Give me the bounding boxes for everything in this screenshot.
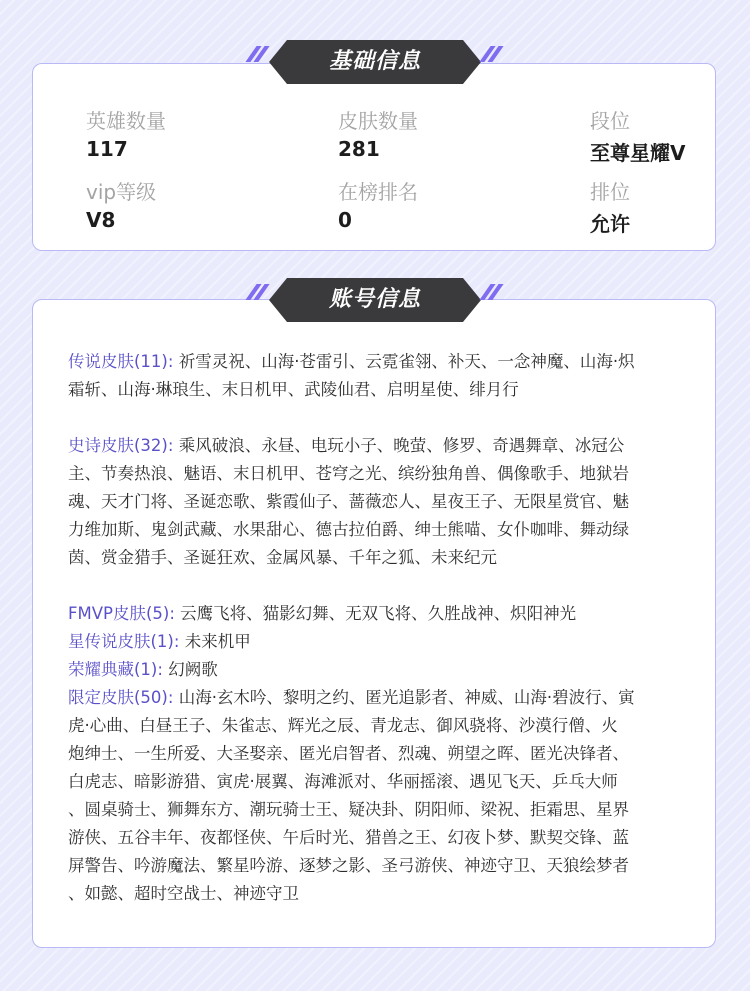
skin-count-label: 皮肤数量 — [338, 109, 418, 133]
basic-info-banner — [247, 40, 503, 84]
text-line: 霜斩、山海·琳琅生、末日机甲、武陵仙君、启明星使、绯月行 — [68, 380, 519, 399]
epic-skins-section — [68, 432, 688, 572]
hero-count-label: 英雄数量 — [86, 109, 166, 133]
text-line — [68, 628, 688, 656]
fmvp-skins-label: FMVP皮肤(5): — [68, 604, 175, 623]
text-line: 炮绅士、一生所爱、大圣娶亲、匿光启智者、烈魂、朔望之晖、匿光决锋者、 — [68, 744, 629, 763]
basic-info-title: 基础信息 — [328, 49, 421, 74]
text-line: 屏警告、吟游魔法、繁星吟游、逐梦之影、圣弓游侠、神迹守卫、天狼绘梦者 — [68, 856, 629, 875]
text-line: 力维加斯、鬼剑武藏、水果甜心、德古拉伯爵、绅士熊喵、女仆咖啡、舞动绿 — [68, 520, 629, 539]
text-line: 虎·心曲、白昼王子、朱雀志、辉光之辰、青龙志、御风骁将、沙漠行僧、火 — [68, 716, 618, 735]
rank-value: 至尊星耀V — [590, 141, 686, 165]
text-line: 魂、天才门将、圣诞恋歌、紫霞仙子、蔷薇恋人、星夜王子、无限星赏官、魅 — [68, 492, 629, 511]
text-line: 主、节奏热浪、魅语、末日机甲、苍穹之光、缤纷独角兽、偶像歌手、地狱岩 — [68, 464, 629, 483]
leaderboard-label: 在榜排名 — [338, 180, 418, 204]
epic-skins-label: 史诗皮肤(32): — [68, 436, 174, 455]
fmvp-skins-list: 云鹰飞将、猫影幻舞、无双飞将、久胜战神、炽阳神光 — [180, 604, 577, 623]
star-legend-skins-list: 未来机甲 — [184, 632, 251, 651]
text-line: 白虎志、暗影游猎、寅虎·展翼、海滩派对、华丽摇滚、遇见飞天、乒乓大师 — [68, 772, 618, 791]
text-line: 游侠、五谷丰年、夜都怪侠、午后时光、猎兽之王、幻夜卜梦、默契交锋、蓝 — [68, 828, 629, 847]
hero-count-value: 117 — [86, 137, 128, 161]
text-line — [68, 348, 688, 376]
legend-skins-label: 传说皮肤(11): — [68, 352, 174, 371]
text-line — [68, 600, 688, 628]
vip-label: vip等级 — [86, 180, 157, 204]
legend-skins-section — [68, 348, 688, 404]
glory-collection-label: 荣耀典藏(1): — [68, 660, 163, 679]
text-line: 茵、赏金猎手、圣诞狂欢、金属风暴、千年之狐、未来纪元 — [68, 548, 497, 567]
skin-count-value: 281 — [338, 137, 380, 161]
account-info-banner — [247, 278, 503, 322]
legend-skins-list: 祈雪灵祝、山海·苍雷引、云霓雀翎、补天、一念神魔、山海·炽 — [178, 352, 635, 371]
limited-skins-list: 山海·玄木吟、黎明之约、匿光追影者、神威、山海·碧波行、寅 — [178, 688, 635, 707]
other-skins-section — [68, 600, 688, 908]
glory-collection-list: 幻阙歌 — [168, 660, 218, 679]
text-line — [68, 432, 688, 460]
vip-value: V8 — [86, 208, 116, 232]
rank-label: 段位 — [590, 109, 630, 133]
epic-skins-list: 乘风破浪、永昼、电玩小子、晚萤、修罗、奇遇舞章、冰冠公 — [178, 436, 625, 455]
limited-skins-label: 限定皮肤(50): — [68, 688, 174, 707]
account-info-title: 账号信息 — [328, 287, 421, 312]
text-line — [68, 684, 688, 712]
text-line: 、圆桌骑士、狮舞东方、潮玩骑士王、疑决卦、阴阳师、梁祝、拒霜思、星界 — [68, 800, 629, 819]
ranking-value: 允许 — [590, 212, 630, 236]
ranking-label: 排位 — [590, 180, 630, 204]
text-line: 、如懿、超时空战士、神迹守卫 — [68, 884, 299, 903]
star-legend-skins-label: 星传说皮肤(1): — [68, 632, 180, 651]
text-line — [68, 656, 688, 684]
leaderboard-value: 0 — [338, 208, 352, 232]
